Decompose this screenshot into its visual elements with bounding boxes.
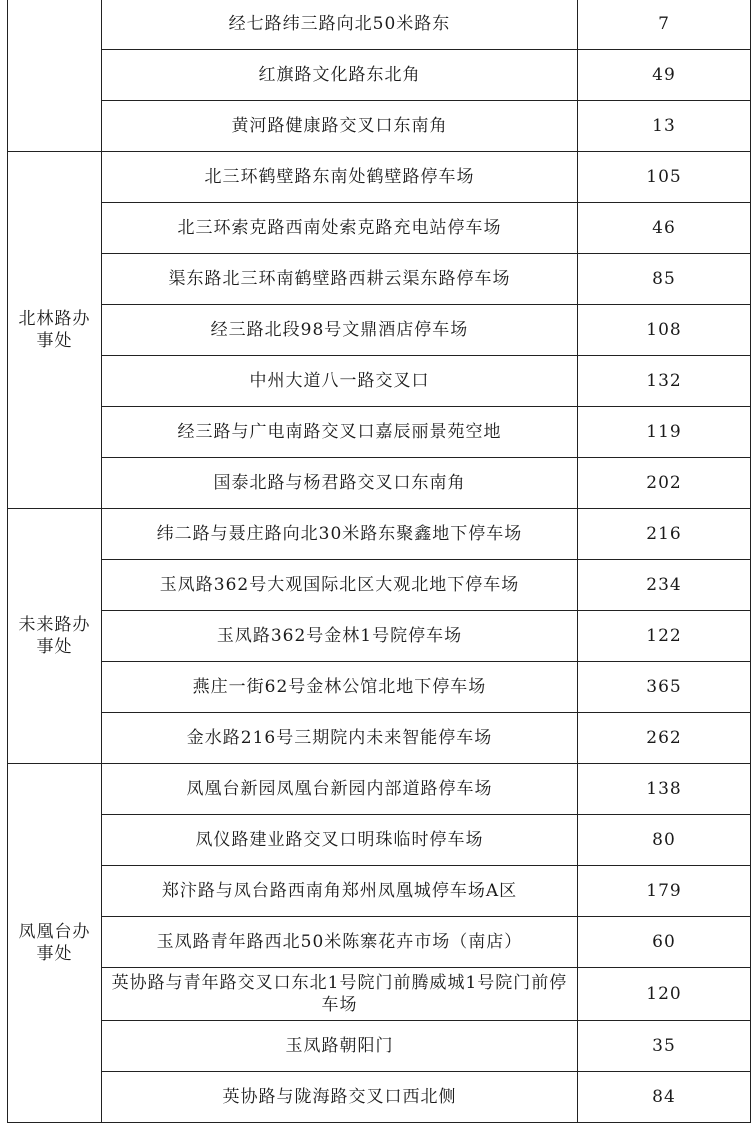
location-cell: 英协路与陇海路交叉口西北侧 [102,1072,578,1123]
count-cell: 105 [578,152,751,203]
count-cell: 49 [578,50,751,101]
count-cell: 120 [578,968,751,1021]
count-cell: 7 [578,0,751,50]
count-cell: 138 [578,764,751,815]
table-row [8,50,751,101]
parking-lot-table [7,0,751,1123]
table-row [8,407,751,458]
table-row [8,305,751,356]
location-cell: 北三环索克路西南处索克路充电站停车场 [102,203,578,254]
location-cell: 国泰北路与杨君路交叉口东南角 [102,458,578,509]
table-row [8,968,751,1021]
location-cell: 中州大道八一路交叉口 [102,356,578,407]
count-cell: 122 [578,611,751,662]
table-row [8,509,751,560]
location-cell: 北三环鹤壁路东南处鹤壁路停车场 [102,152,578,203]
table-body [8,0,751,1123]
location-cell: 经三路北段98号文鼎酒店停车场 [102,305,578,356]
location-cell: 渠东路北三环南鹤壁路西耕云渠东路停车场 [102,254,578,305]
table-row [8,152,751,203]
location-cell: 郑汴路与凤台路西南角郑州凤凰城停车场A区 [102,866,578,917]
location-cell: 经七路纬三路向北50米路东 [102,0,578,50]
table-row [8,101,751,152]
table-row [8,611,751,662]
count-cell: 60 [578,917,751,968]
count-cell: 84 [578,1072,751,1123]
count-cell: 202 [578,458,751,509]
location-cell: 金水路216号三期院内未来智能停车场 [102,713,578,764]
count-cell: 46 [578,203,751,254]
table-row [8,1072,751,1123]
location-cell: 黄河路健康路交叉口东南角 [102,101,578,152]
count-cell: 132 [578,356,751,407]
location-cell: 凤凰台新园凤凰台新园内部道路停车场 [102,764,578,815]
table-row [8,0,751,50]
count-cell: 35 [578,1021,751,1072]
count-cell: 179 [578,866,751,917]
count-cell: 216 [578,509,751,560]
office-cell [8,0,102,152]
location-cell: 燕庄一街62号金林公馆北地下停车场 [102,662,578,713]
table-row [8,917,751,968]
count-cell: 13 [578,101,751,152]
office-cell: 未来路办事处 [8,509,102,764]
table-row [8,662,751,713]
table-row [8,1021,751,1072]
table-row [8,203,751,254]
count-cell: 80 [578,815,751,866]
count-cell: 85 [578,254,751,305]
location-cell: 玉凤路362号金林1号院停车场 [102,611,578,662]
count-cell: 234 [578,560,751,611]
count-cell: 262 [578,713,751,764]
table-row [8,560,751,611]
location-cell: 英协路与青年路交叉口东北1号院门前腾威城1号院门前停车场 [102,968,578,1021]
location-cell: 凤仪路建业路交叉口明珠临时停车场 [102,815,578,866]
location-cell: 纬二路与聂庄路向北30米路东聚鑫地下停车场 [102,509,578,560]
count-cell: 119 [578,407,751,458]
office-cell: 凤凰台办事处 [8,764,102,1123]
table-row [8,458,751,509]
count-cell: 365 [578,662,751,713]
table-row [8,866,751,917]
table-row [8,254,751,305]
location-cell: 玉凤路朝阳门 [102,1021,578,1072]
location-cell: 红旗路文化路东北角 [102,50,578,101]
location-cell: 经三路与广电南路交叉口嘉辰丽景苑空地 [102,407,578,458]
table-row [8,815,751,866]
count-cell: 108 [578,305,751,356]
location-cell: 玉凤路青年路西北50米陈寨花卉市场（南店） [102,917,578,968]
table-row [8,764,751,815]
location-cell: 玉凤路362号大观国际北区大观北地下停车场 [102,560,578,611]
office-cell: 北林路办事处 [8,152,102,509]
table-row [8,356,751,407]
table-row [8,713,751,764]
